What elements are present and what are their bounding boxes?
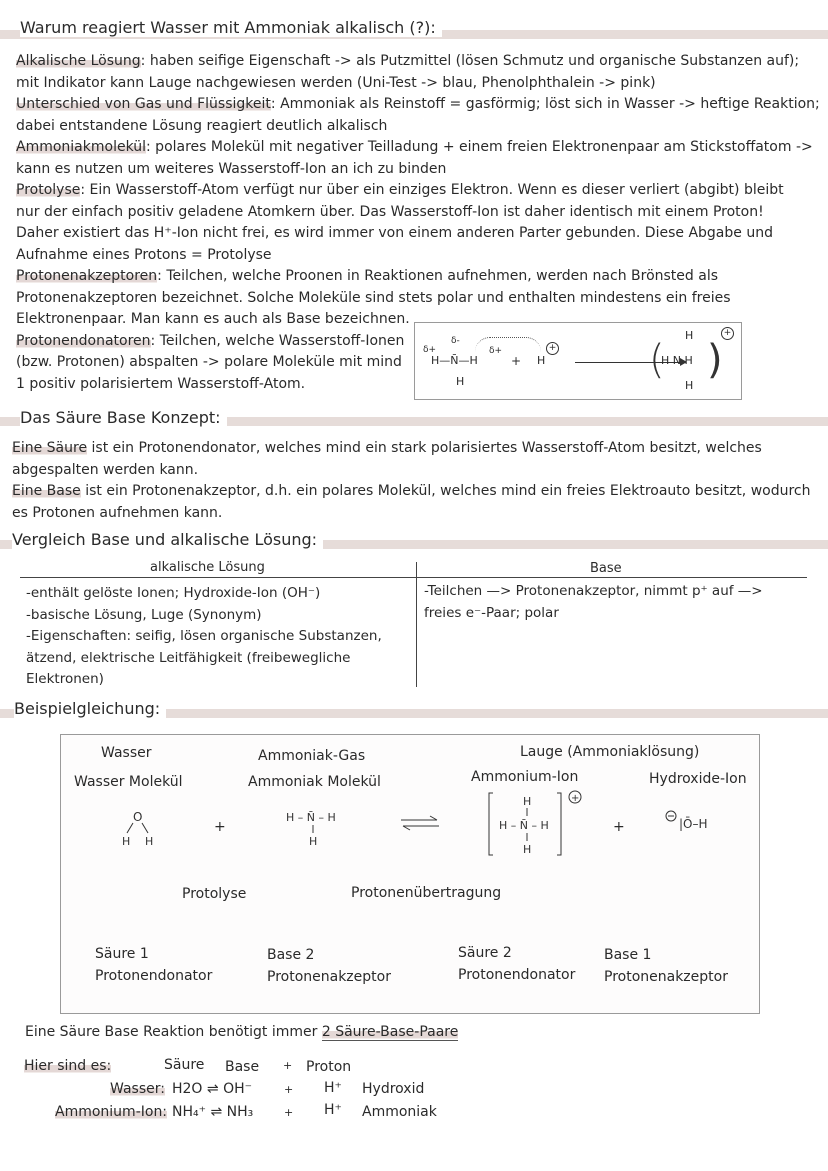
label-protolyse: Protolyse	[182, 886, 247, 902]
col-saeure: Säure	[164, 1057, 205, 1073]
row1-plus: +	[284, 1083, 294, 1096]
text-line	[12, 503, 222, 525]
line-text: kann es nutzen um weiteres Wasserstoff-Ion an ich zu binden	[16, 160, 447, 177]
label-wasser-molekuel: Wasser Molekül	[74, 774, 183, 790]
col-plus: +	[283, 1059, 293, 1072]
equilibrium-symbol	[399, 815, 441, 831]
text-line	[16, 116, 387, 138]
label-saeure2: Säure 2	[458, 945, 512, 961]
table-cell-line: -basische Lösung, Luge (Synonym)	[26, 606, 262, 623]
table-cell-line: -Eigenschaften: seifig, lösen organische Substanzen,	[26, 628, 382, 644]
row2-label: Ammonium-Ion:	[55, 1104, 168, 1120]
row1-proton: H⁺	[324, 1080, 342, 1096]
term-highlight: Eine Base	[12, 483, 81, 499]
row1-name: Hydroxid	[362, 1081, 425, 1097]
water-structure	[121, 807, 161, 847]
col-base: Base	[225, 1059, 260, 1075]
ammonium-structure	[487, 789, 587, 864]
ammonium-drawing	[487, 789, 587, 861]
label-base1-role: Protonenakzeptor	[604, 969, 728, 985]
row1-equation: H2O ⇌ OH⁻	[172, 1081, 253, 1097]
row2-name: Ammoniak	[362, 1104, 437, 1120]
line-text: Daher existiert das H⁺-Ion nicht frei, es wird immer von einem anderen Parter gebunden. Diese Abgabe und	[16, 225, 773, 241]
label-ammonium-ion: Ammonium-Ion	[471, 769, 579, 785]
text-line	[16, 331, 404, 353]
table-cell-line: -enthält gelöste Ionen; Hydroxide-Ion (OH⁻)	[26, 585, 321, 601]
plus-sign: +	[511, 354, 522, 368]
text-line	[16, 137, 813, 159]
table-header-line	[20, 577, 807, 578]
plus-sign: +	[613, 819, 625, 835]
line-text: (bzw. Protonen) abspalten -> polare Moleküle mit mind	[16, 354, 402, 370]
section-title: Vergleich Base und alkalische Lösung:	[12, 530, 323, 549]
table-cell-line: freies e⁻-Paar; polar	[424, 604, 559, 621]
equilibrium-arrow	[399, 815, 441, 835]
charge-circle: +	[721, 327, 734, 340]
table-header: alkalische Lösung	[150, 560, 265, 575]
col-proton: Proton	[306, 1059, 352, 1075]
line-text: : Teilchen, welche Proonen in Reaktionen aufnehmen, werden nach Brönsted als	[157, 268, 719, 284]
label-ammoniak-gas: Ammoniak-Gas	[258, 748, 366, 764]
line-text: Aufnahme eines Protons = Protolyse	[16, 246, 272, 263]
delta-minus-label: δ-	[451, 336, 460, 346]
line-text: Protonenakzeptoren bezeichnet. Solche Moleküle sind stets polar und enthalten mindestens ein freies	[16, 289, 731, 306]
protolysis-diagram	[414, 322, 742, 400]
delta-plus-label: δ+	[423, 345, 437, 355]
table-header: Base	[590, 561, 622, 576]
label-lauge: Lauge (Ammoniaklösung)	[520, 744, 700, 760]
bracket-left: (	[649, 337, 665, 383]
svg-text:H: H	[523, 795, 532, 808]
label-protonenuebertragung: Protonenübertragung	[351, 885, 502, 901]
text-line	[16, 245, 272, 267]
section-title: Das Säure Base Konzept:	[20, 408, 227, 427]
hydroxide-structure	[665, 808, 725, 835]
svg-text:H: H	[523, 843, 532, 856]
label-hydroxide-ion: Hydroxide-Ion	[649, 771, 747, 787]
text-line	[16, 202, 764, 224]
line-text: : haben seifige Eigenschaft -> als Putzmittel (lösen Schmutz und organische Substanzen auf);	[140, 53, 800, 69]
line-text: ist ein Protonenakzeptor, d.h. ein polares Molekül, welches mind ein freies Elektroauto besitzt, wodurch	[80, 483, 811, 499]
label-saeure1-role: Protonendonator	[95, 968, 213, 984]
line-text: dabei entstandene Lösung reagiert deutlich alkalisch	[16, 117, 388, 134]
line-text: abgespalten werden kann.	[12, 461, 199, 478]
pair-sentence	[25, 1024, 458, 1040]
text-line	[16, 309, 410, 331]
table-cell-line: -Teilchen —> Protonenakzeptor, nimmt p⁺ auf —>	[424, 583, 763, 599]
pair-sentence-a: Eine Säure Base Reaktion benötigt immer	[25, 1024, 322, 1040]
label-base1: Base 1	[604, 947, 652, 963]
section-title: Beispielgleichung:	[14, 699, 166, 718]
svg-text:H: H	[122, 835, 131, 847]
line-text: ist ein Protonendonator, welches mind ein stark polarisiertes Wasserstoff-Atom besitzt, welches	[87, 440, 762, 456]
label-saeure1: Säure 1	[95, 946, 149, 962]
dotted-arc	[475, 337, 541, 352]
label-wasser: Wasser	[101, 745, 152, 761]
text-line	[16, 374, 305, 396]
plus-sign: +	[214, 819, 226, 835]
text-line	[16, 266, 718, 288]
svg-text:+: +	[571, 793, 580, 804]
line-text: mit Indikator kann Lauge nachgewiesen werden (Uni-Test -> blau, Phenolphthalein -> pink)	[16, 74, 656, 91]
table-cell-line: Elektronen)	[26, 671, 104, 687]
svg-text:H – N̄ – H: H – N̄ – H	[286, 811, 336, 824]
label-saeure2-role: Protonendonator	[458, 967, 576, 983]
label-base2-role: Protonenakzeptor	[267, 969, 391, 985]
row2-equation: NH₄⁺ ⇌ NH₃	[172, 1104, 254, 1120]
line-text: nur der einfach positiv geladene Atomkern über. Das Wasserstoff-Ion ist daher identisch mit einem Proton!	[16, 203, 764, 220]
line-text: Elektronenpaar. Man kann es auch als Base bezeichnen.	[16, 311, 410, 327]
text-line	[12, 481, 811, 503]
text-line	[16, 94, 820, 116]
text-line	[16, 159, 446, 181]
row2-plus: +	[284, 1106, 294, 1119]
text-line	[12, 460, 198, 482]
svg-text:O: O	[133, 810, 143, 824]
table-cell-line: ätzend, elektrische Leitfähigkeit (freibewegliche	[26, 649, 351, 666]
label-hier-sind-es: Hier sind es:	[24, 1058, 112, 1074]
term-highlight: Alkalische Lösung	[16, 53, 141, 69]
ammonium-bottom-h: H	[685, 379, 694, 392]
text-line	[16, 180, 784, 202]
term-highlight: Protonenakzeptoren	[16, 268, 158, 284]
line-text: es Protonen aufnehmen kann.	[12, 504, 223, 521]
term-highlight: Eine Säure	[12, 440, 88, 456]
term-highlight: Ammoniakmolekül	[16, 139, 147, 155]
delta-plus-label: δ+	[489, 346, 503, 356]
table-divider	[416, 562, 417, 687]
text-line	[16, 352, 402, 374]
hydroxide-drawing	[665, 808, 725, 832]
nh3-bottom-h: H	[456, 375, 465, 388]
term-highlight: Protolyse	[16, 182, 81, 198]
ammonium-mid: H N H	[661, 354, 693, 367]
h-ion: H	[537, 354, 546, 367]
label-ammoniak-molekuel: Ammoniak Molekül	[248, 774, 381, 790]
line-text: : Ein Wasserstoff-Atom verfügt nur über ein einziges Elektron. Wenn es dieser verliert (abgibt) bleibt	[80, 182, 784, 198]
text-line	[16, 288, 731, 310]
line-text: : Ammoniak als Reinstoff = gasförmig; löst sich in Wasser -> heftige Reaktion;	[270, 96, 820, 112]
bracket-right: )	[707, 337, 723, 383]
text-line	[16, 51, 799, 73]
water-molecule	[121, 807, 161, 850]
example-equation-box	[60, 734, 760, 1014]
svg-text:H – N̄ – H: H – N̄ – H	[499, 819, 549, 832]
text-line	[12, 438, 762, 460]
line-text: 1 positiv polarisiertem Wasserstoff-Atom.	[16, 375, 306, 392]
charge-circle: +	[546, 342, 559, 355]
svg-text:H: H	[309, 835, 318, 848]
label-base2: Base 2	[267, 947, 315, 963]
line-text: : polares Molekül mit negativer Teilladung + einem freien Elektronenpaar am Stickstoffatom ->	[146, 139, 813, 155]
ammonia-molecule	[284, 807, 344, 854]
section-title: Warum reagiert Wasser mit Ammoniak alkalisch (?):	[20, 18, 442, 37]
row2-proton: H⁺	[324, 1102, 342, 1118]
ammonia-structure	[284, 807, 344, 851]
term-highlight: Protonendonatoren	[16, 332, 151, 349]
svg-text:H: H	[145, 835, 154, 847]
text-line	[16, 73, 656, 95]
ammonium-top-h: H	[685, 329, 694, 342]
nh3-molecule: H—N̄—H	[431, 354, 478, 367]
text-line	[16, 223, 773, 245]
svg-text:|Ō–H: |Ō–H	[679, 817, 708, 831]
pair-sentence-b: 2 Säure-Base-Paare	[321, 1024, 459, 1040]
term-highlight: Unterschied von Gas und Flüssigkeit	[16, 96, 271, 112]
line-text: : Teilchen, welche Wasserstoff-Ionen	[150, 332, 405, 349]
row1-label: Wasser:	[110, 1081, 165, 1097]
